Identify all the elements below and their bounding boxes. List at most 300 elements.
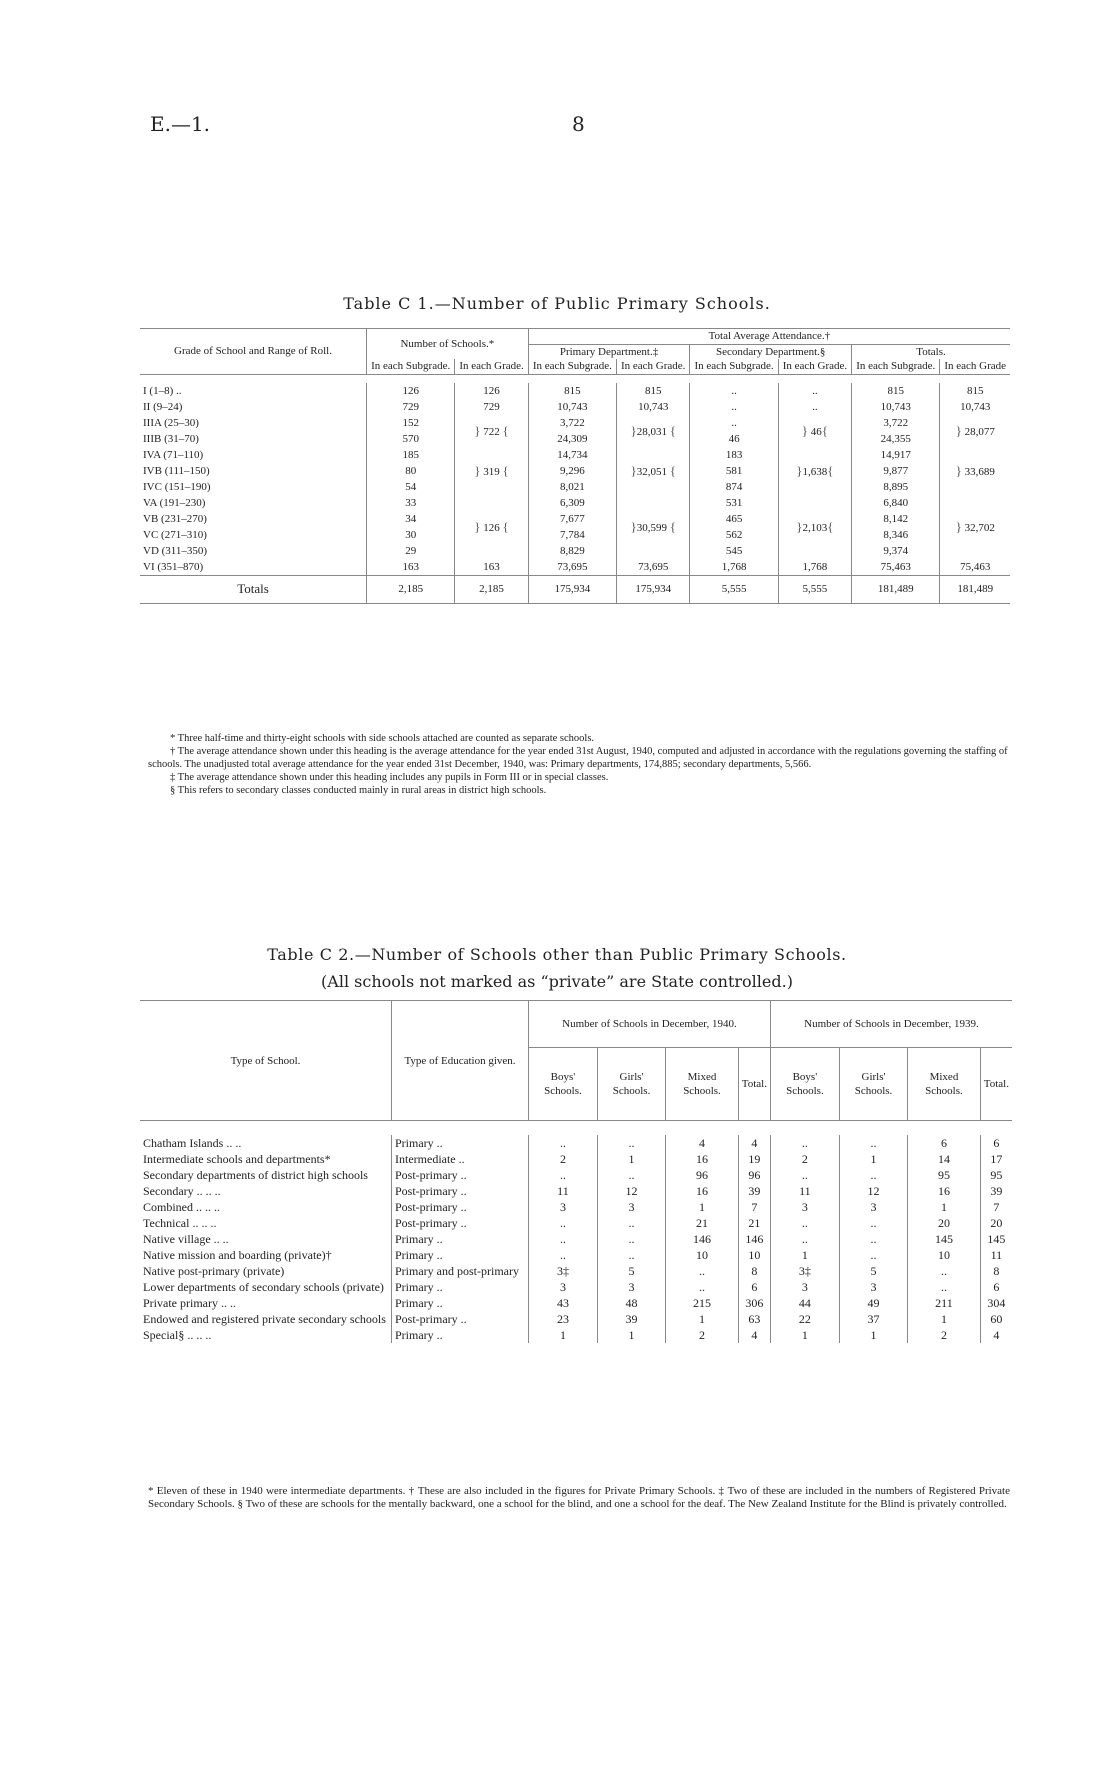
mixed-1940: 1 [666,1199,739,1215]
boys-1939: 22 [770,1311,839,1327]
total-subgrade: 8,895 [852,479,940,495]
primary-subgrade: 24,309 [528,431,616,447]
mixed-1940: 4 [666,1135,739,1151]
girls-1939: .. [839,1247,907,1263]
education-type: Post-primary .. [392,1215,529,1231]
schools-grade: } 126 { [455,495,528,559]
education-type: Primary .. [392,1295,529,1311]
boys-1940: 2 [529,1151,598,1167]
table-row [140,399,1010,415]
primary-subgrade: 9,296 [528,463,616,479]
boys-1940: 23 [529,1311,598,1327]
total-1939: 304 [980,1295,1012,1311]
secondary-grade: 1,768 [778,559,851,576]
schools-subgrade: 29 [367,543,455,559]
primary-grade: 73,695 [617,559,690,576]
secondary-subgrade: 545 [690,543,778,559]
roll-range: (9–24) [153,400,183,413]
school-type: Secondary .. .. .. [143,1184,221,1198]
mixed-header: Mixed Schools. [666,1048,739,1121]
table-row [140,1135,1012,1151]
mixed-1939: 145 [908,1231,981,1247]
girls-1940: 3 [597,1279,665,1295]
table-row [140,1247,1012,1263]
table-row [140,1199,1012,1215]
schools-subgrade: 126 [367,383,455,399]
girls-1939: 1 [839,1327,907,1343]
schools-subgrade: 34 [367,511,455,527]
table-row [140,1327,1012,1343]
school-type: Combined .. .. .. [143,1200,220,1214]
grade-label: IVB [143,464,162,477]
grade-label: IIIB [143,432,162,445]
mixed-1940: 96 [666,1167,739,1183]
mixed-1939: 16 [908,1183,981,1199]
total-value: 181,489 [852,575,940,603]
schools-grade: 729 [455,399,528,415]
mixed-1939: 95 [908,1167,981,1183]
boys-1940: 1 [529,1327,598,1343]
grade-label: II [143,400,151,413]
secondary-subgrade: .. [690,383,778,399]
total-1939: 20 [980,1215,1012,1231]
girls-1939: 3 [839,1199,907,1215]
primary-subgrade: 8,829 [528,543,616,559]
total-1939: 8 [980,1263,1012,1279]
col-grade: In each Grade. [455,359,528,374]
boys-1940: 3 [529,1199,598,1215]
table-row [140,1263,1012,1279]
boys-1939: .. [770,1135,839,1151]
girls-1940: 12 [597,1183,665,1199]
table-row [140,415,1010,431]
secondary-grade: } 46{ [778,415,851,447]
secondary-grade: .. [778,399,851,415]
school-type: Private primary .. .. [143,1296,236,1310]
boys-1940: .. [529,1215,598,1231]
total-1940: 96 [738,1167,770,1183]
girls-1939: 12 [839,1183,907,1199]
total-1940: 306 [738,1295,770,1311]
primary-grade: }30,599 { [617,495,690,559]
table-row [140,1167,1012,1183]
roll-range: (25–30) [164,416,199,429]
roll-range: (111–150) [164,464,210,477]
total-value: 175,934 [617,575,690,603]
mixed-1939: 1 [908,1199,981,1215]
primary-grade: }28,031 { [617,415,690,447]
secondary-subgrade: 1,768 [690,559,778,576]
mixed-1940: 10 [666,1247,739,1263]
roll-range: (311–350) [161,544,208,557]
boys-1940: .. [529,1231,598,1247]
mixed-header: Mixed Schools. [908,1048,981,1121]
girls-1940: 39 [597,1311,665,1327]
girls-1940: 1 [597,1151,665,1167]
total-value: 181,489 [940,575,1010,603]
grade-label: VC [143,528,159,541]
mixed-1939: 20 [908,1215,981,1231]
mixed-1940: 1 [666,1311,739,1327]
girls-1940: 5 [597,1263,665,1279]
grade-label: IVC [143,480,162,493]
schools-subgrade: 30 [367,527,455,543]
total-subgrade: 815 [852,383,940,399]
school-type: Intermediate schools and departments* [143,1152,331,1166]
total-1940: 63 [738,1311,770,1327]
boys-1939: 3 [770,1199,839,1215]
col-subgrade: In each Subgrade. [852,359,940,374]
roll-range: (191–230) [159,496,206,509]
primary-subgrade: 7,677 [528,511,616,527]
table-row [140,1279,1012,1295]
mixed-1939: .. [908,1263,981,1279]
girls-1939: 1 [839,1151,907,1167]
total-grade: } 28,077 [940,415,1010,447]
boys-1940: 3 [529,1279,598,1295]
total-attendance-header: Total Average Attendance.† [528,329,1010,345]
footnote: † The average attendance shown under this heading is the average attendance for the year ended 31st August, 1940, computed and adjusted in accordance with the regulations governing the staffing of schools. The unadjusted total average attendance for the year ended 31st December, 1940, was: Primary departments, 174,885; secondary departments, 5,566. [148,746,1008,770]
mixed-1940: 215 [666,1295,739,1311]
total-1939: 4 [980,1327,1012,1343]
totals-label: Totals [237,581,269,597]
schools-subgrade: 152 [367,415,455,431]
girls-header: Girls' Schools. [839,1048,907,1121]
boys-1939: 1 [770,1247,839,1263]
col-grade: In each Grade [940,359,1010,374]
school-type: Special§ .. .. .. [143,1328,212,1342]
girls-1939: .. [839,1135,907,1151]
school-type: Native village .. .. [143,1232,229,1246]
total-subgrade: 24,355 [852,431,940,447]
boys-1940: 3‡ [529,1263,598,1279]
table1-title: Table C 1.—Number of Public Primary Schools. [343,294,771,313]
total-subgrade: 8,142 [852,511,940,527]
mixed-1940: 2 [666,1327,739,1343]
boys-header: Boys' Schools. [770,1048,839,1121]
page-header-code: E.—1. [150,112,211,136]
girls-1939: .. [839,1215,907,1231]
mixed-1939: 1 [908,1311,981,1327]
table-row [140,527,1010,543]
roll-range: (351–870) [157,560,204,573]
mixed-1939: 14 [908,1151,981,1167]
table-row [140,1295,1012,1311]
girls-1940: .. [597,1135,665,1151]
secondary-grade: .. [778,383,851,399]
boys-1939: .. [770,1231,839,1247]
total-1939: 6 [980,1135,1012,1151]
total-1940: 6 [738,1279,770,1295]
roll-range: (1–8) .. [149,384,182,397]
mixed-1940: 146 [666,1231,739,1247]
schools-grade: } 722 { [455,415,528,447]
dec1940-header: Number of Schools in December, 1940. [529,1001,771,1048]
boys-1939: .. [770,1215,839,1231]
total-1939: 60 [980,1311,1012,1327]
primary-subgrade: 73,695 [528,559,616,576]
secondary-header: Secondary Department.§ [690,344,852,359]
roll-range: (71–110) [163,448,204,461]
schools-subgrade: 80 [367,463,455,479]
total-1939: 145 [980,1231,1012,1247]
secondary-subgrade: .. [690,399,778,415]
boys-1940: 43 [529,1295,598,1311]
education-type: Primary .. [392,1279,529,1295]
total-subgrade: 10,743 [852,399,940,415]
table-row [140,1183,1012,1199]
total-1940: 7 [738,1199,770,1215]
primary-grade: }32,051 { [617,447,690,495]
primary-subgrade: 14,734 [528,447,616,463]
education-type: Primary .. [392,1327,529,1343]
boys-1939: 11 [770,1183,839,1199]
table2-subtitle: (All schools not marked as “private” are State controlled.) [321,972,793,991]
page-number: 8 [572,112,585,136]
table2-body [140,1121,1012,1344]
table-row [140,1215,1012,1231]
table-row [140,463,1010,479]
table-row [140,1151,1012,1167]
total-grade: 75,463 [940,559,1010,576]
mixed-1939: .. [908,1279,981,1295]
total-grade: } 33,689 [940,447,1010,495]
boys-1940: .. [529,1135,598,1151]
totals-row [140,575,1010,603]
school-type: Secondary departments of district high schools [143,1168,368,1182]
total-1939: 95 [980,1167,1012,1183]
secondary-subgrade: 531 [690,495,778,511]
col-grade: In each Grade. [617,359,690,374]
num-schools-header: Number of Schools.* [367,329,529,360]
total-1939: 17 [980,1151,1012,1167]
total-subgrade: 8,346 [852,527,940,543]
boys-1939: 44 [770,1295,839,1311]
total-value: 2,185 [455,575,528,603]
total-1940: 8 [738,1263,770,1279]
boys-1939: 3 [770,1279,839,1295]
mixed-1940: 16 [666,1151,739,1167]
girls-1940: .. [597,1215,665,1231]
table-row [140,447,1010,463]
total-grade: } 32,702 [940,495,1010,559]
total-1940: 4 [738,1135,770,1151]
education-type: Primary .. [392,1231,529,1247]
total-subgrade: 3,722 [852,415,940,431]
total-1940: 21 [738,1215,770,1231]
secondary-subgrade: .. [690,415,778,431]
secondary-subgrade: 562 [690,527,778,543]
boys-1940: 11 [529,1183,598,1199]
secondary-grade: }2,103{ [778,495,851,559]
primary-header: Primary Department.‡ [528,344,690,359]
total-1940: 146 [738,1231,770,1247]
secondary-subgrade: 581 [690,463,778,479]
grade-label: VI [143,560,155,573]
education-type: Intermediate .. [392,1151,529,1167]
boys-1940: .. [529,1167,598,1183]
table-row [140,383,1010,399]
girls-header: Girls' Schools. [597,1048,665,1121]
education-type: Post-primary .. [392,1167,529,1183]
table2 [140,1000,1012,1343]
girls-1939: .. [839,1167,907,1183]
grade-label: VB [143,512,159,525]
primary-subgrade: 7,784 [528,527,616,543]
school-type: Lower departments of secondary schools (private) [143,1280,384,1294]
dec1939-header: Number of Schools in December, 1939. [770,1001,1012,1048]
schools-subgrade: 163 [367,559,455,576]
schools-grade: 126 [455,383,528,399]
primary-subgrade: 6,309 [528,495,616,511]
col-subgrade: In each Subgrade. [690,359,778,374]
secondary-grade: }1,638{ [778,447,851,495]
footnote: ‡ The average attendance shown under this heading includes any pupils in Form III or in special classes. [170,772,609,783]
total-header: Total. [980,1048,1012,1121]
footnote: § This refers to secondary classes conducted mainly in rural areas in district high schools. [170,785,547,796]
table1 [140,328,1010,604]
primary-subgrade: 10,743 [528,399,616,415]
total-grade: 10,743 [940,399,1010,415]
mixed-1939: 10 [908,1247,981,1263]
education-type: Primary and post-primary [392,1263,529,1279]
mixed-1939: 6 [908,1135,981,1151]
total-header: Total. [738,1048,770,1121]
education-type: Primary .. [392,1247,529,1263]
grade-header: Grade of School and Range of Roll. [174,345,332,358]
total-1939: 6 [980,1279,1012,1295]
girls-1940: .. [597,1231,665,1247]
schools-subgrade: 185 [367,447,455,463]
total-1939: 39 [980,1183,1012,1199]
total-1940: 39 [738,1183,770,1199]
total-1940: 10 [738,1247,770,1263]
school-type: Technical .. .. .. [143,1216,217,1230]
total-1940: 4 [738,1327,770,1343]
education-type: Primary .. [392,1135,529,1151]
table-row [140,479,1010,495]
table-row [140,1231,1012,1247]
school-type: Native mission and boarding (private)† [143,1248,332,1262]
girls-1939: 49 [839,1295,907,1311]
mixed-1940: 21 [666,1215,739,1231]
total-value: 5,555 [778,575,851,603]
primary-grade: 10,743 [617,399,690,415]
primary-subgrade: 815 [528,383,616,399]
table-row [140,511,1010,527]
total-1939: 11 [980,1247,1012,1263]
table2-footnote: * Eleven of these in 1940 were intermediate departments. † These are also included in the figures for Private Primary Schools. ‡ Two of these are included in the numbers of Registered Private Secondary Schools. § Two of these are schools for the mentally backward, one a school for the blind, and one a school for the deaf. The New Zealand Institute for the Blind is privately controlled. [148,1485,1010,1510]
total-1940: 19 [738,1151,770,1167]
schools-subgrade: 33 [367,495,455,511]
mixed-1940: 16 [666,1183,739,1199]
total-subgrade: 6,840 [852,495,940,511]
total-subgrade: 9,877 [852,463,940,479]
table1-footnotes [148,732,1008,797]
primary-subgrade: 8,021 [528,479,616,495]
type-header: Type of School. [230,1054,301,1067]
primary-subgrade: 3,722 [528,415,616,431]
grade-label: VD [143,544,159,557]
schools-subgrade: 570 [367,431,455,447]
total-value: 175,934 [528,575,616,603]
boys-1939: 2 [770,1151,839,1167]
col-subgrade: In each Subgrade. [367,359,455,374]
school-type: Chatham Islands .. .. [143,1136,242,1150]
education-type: Post-primary .. [392,1199,529,1215]
boys-1939: .. [770,1167,839,1183]
education-header: Type of Education given. [392,1001,529,1121]
grade-label: IVA [143,448,161,461]
table-row [140,431,1010,447]
girls-1939: 37 [839,1311,907,1327]
school-type: Endowed and registered private secondary schools [143,1312,386,1326]
total-subgrade: 75,463 [852,559,940,576]
education-type: Post-primary .. [392,1183,529,1199]
girls-1940: 3 [597,1199,665,1215]
boys-1939: 1 [770,1327,839,1343]
secondary-subgrade: 46 [690,431,778,447]
school-type: Native post-primary (private) [143,1264,285,1278]
secondary-subgrade: 183 [690,447,778,463]
mixed-1939: 211 [908,1295,981,1311]
primary-grade: 815 [617,383,690,399]
schools-subgrade: 54 [367,479,455,495]
girls-1939: 5 [839,1263,907,1279]
boys-1940: .. [529,1247,598,1263]
grade-label: IIIA [143,416,162,429]
roll-range: (151–190) [164,480,211,493]
mixed-1940: .. [666,1279,739,1295]
total-subgrade: 14,917 [852,447,940,463]
girls-1940: .. [597,1167,665,1183]
roll-range: (31–70) [164,432,199,445]
schools-subgrade: 729 [367,399,455,415]
grade-label: I [143,384,147,397]
table-row [140,559,1010,576]
table-row [140,1311,1012,1327]
table-row [140,543,1010,559]
totals-header: Totals. [852,344,1010,359]
roll-range: (231–270) [161,512,207,525]
total-value: 5,555 [690,575,778,603]
secondary-subgrade: 465 [690,511,778,527]
education-type: Post-primary .. [392,1311,529,1327]
boys-1939: 3‡ [770,1263,839,1279]
col-subgrade: In each Subgrade. [528,359,616,374]
girls-1940: 1 [597,1327,665,1343]
mixed-1940: .. [666,1263,739,1279]
girls-1939: 3 [839,1279,907,1295]
girls-1940: 48 [597,1295,665,1311]
boys-header: Boys' Schools. [529,1048,598,1121]
total-1939: 7 [980,1199,1012,1215]
total-value: 2,185 [367,575,455,603]
footnote: * Three half-time and thirty-eight schools with side schools attached are counted as separate schools. [170,733,595,744]
girls-1940: .. [597,1247,665,1263]
grade-label: VA [143,496,157,509]
total-grade: 815 [940,383,1010,399]
girls-1939: .. [839,1231,907,1247]
schools-grade: } 319 { [455,447,528,495]
secondary-subgrade: 874 [690,479,778,495]
table2-title: Table C 2.—Number of Schools other than Public Primary Schools. [267,945,847,964]
col-grade: In each Grade. [778,359,851,374]
total-subgrade: 9,374 [852,543,940,559]
mixed-1939: 2 [908,1327,981,1343]
schools-grade: 163 [455,559,528,576]
table-row [140,495,1010,511]
